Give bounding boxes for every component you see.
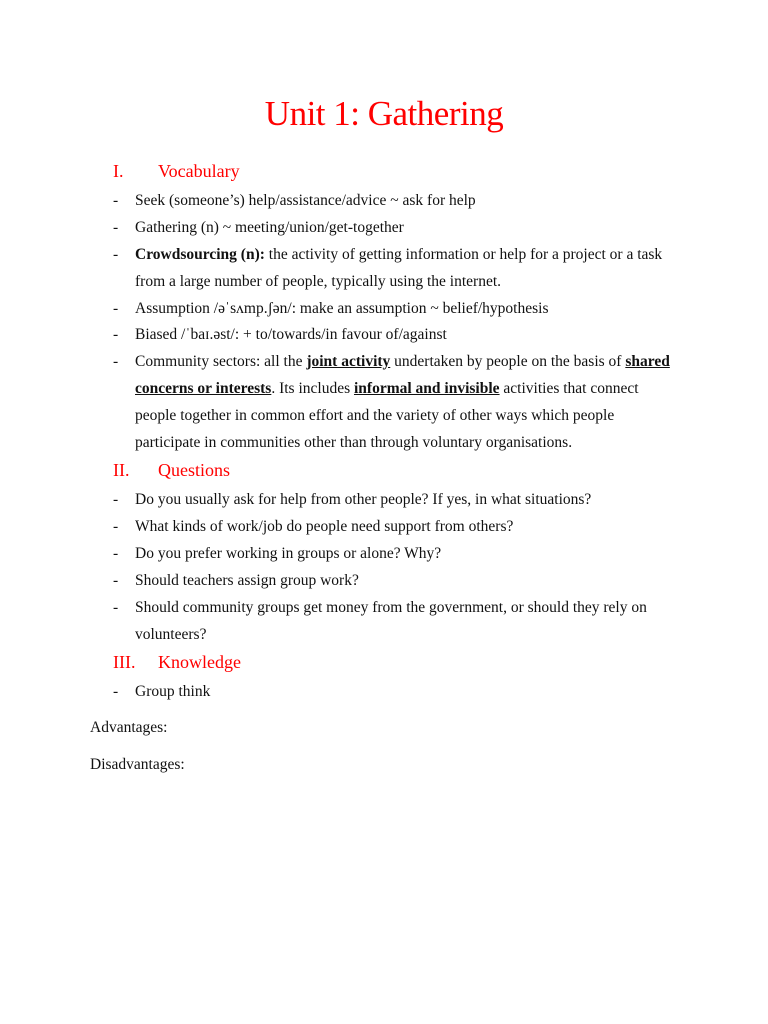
list-item-text: Gathering (n) ~ meeting/union/get-together [135, 219, 404, 236]
list-item-text [135, 241, 675, 295]
section-title: Vocabulary [158, 161, 240, 181]
bullet-dash: - [113, 300, 119, 317]
list-item [113, 594, 673, 648]
section-heading-vocabulary [113, 159, 240, 183]
emphasis-joint-activity: joint activity [306, 353, 391, 370]
bullet-dash: - [113, 518, 119, 535]
bullet-dash: - [113, 219, 119, 236]
text-segment: activities that connect people together in common effort and the variety of other ways which people participate in communities other than through voluntary organisations. [135, 380, 639, 451]
section-number: I. [113, 161, 124, 181]
bullet-dash: - [113, 683, 119, 700]
list-item-text: Biased /ˈbaɪ.əst/: + to/towards/in favour of/against [135, 326, 447, 343]
list-item-text: Group think [135, 683, 211, 700]
list-item-text: Do you prefer working in groups or alone? Why? [135, 545, 442, 562]
term-crowdsourcing: Crowdsourcing (n): [135, 246, 265, 263]
section-number: II. [113, 460, 130, 480]
list-item [113, 187, 673, 214]
text-segment: undertaken by people on the basis of [390, 353, 626, 370]
list-item-text: What kinds of work/job do people need support from others? [135, 518, 514, 535]
list-item [113, 241, 673, 295]
list-item [113, 348, 673, 456]
bullet-dash: - [113, 545, 119, 562]
text-segment: . Its includes [271, 380, 354, 397]
bullet-dash: - [113, 246, 119, 263]
section-heading-knowledge [113, 650, 241, 674]
list-item [113, 295, 673, 322]
document-title: Unit 1: Gathering [264, 94, 504, 133]
bullet-dash: - [113, 192, 119, 209]
list-item [113, 540, 673, 567]
bullet-dash: - [113, 326, 119, 343]
emphasis-shared-concerns: shared concerns or interests [135, 353, 670, 397]
list-item-text: Do you usually ask for help from other people? If yes, in what situations? [135, 491, 592, 508]
list-item [113, 321, 673, 348]
section-heading-questions [113, 458, 230, 482]
list-item [113, 567, 673, 594]
bullet-dash: - [113, 491, 119, 508]
list-item [113, 678, 673, 705]
list-item-text: Should teachers assign group work? [135, 572, 359, 589]
list-item [113, 513, 673, 540]
definition-text: the activity of getting information or help for a project or a task from a large number of people, typically using the internet. [135, 246, 663, 290]
bullet-dash: - [113, 572, 119, 589]
list-item [113, 214, 673, 241]
text-segment: Community sectors: all the [135, 353, 307, 370]
section-number: III. [113, 652, 136, 672]
list-item-text: Assumption /əˈsʌmp.ʃən/: make an assumption ~ belief/hypothesis [135, 300, 549, 317]
list-item-text: Seek (someone’s) help/assistance/advice ~ ask for help [135, 192, 476, 209]
section-title: Knowledge [158, 652, 241, 672]
list-item-text [135, 348, 675, 456]
advantages-label: Advantages: [90, 719, 168, 736]
bullet-dash: - [113, 353, 119, 370]
list-item-text: Should community groups get money from the government, or should they rely on volunteers? [135, 599, 647, 643]
disadvantages-label: Disadvantages: [90, 756, 185, 773]
list-item [113, 486, 673, 513]
emphasis-informal-invisible: informal and invisible [353, 380, 500, 397]
bullet-dash: - [113, 599, 119, 616]
section-title: Questions [158, 460, 230, 480]
